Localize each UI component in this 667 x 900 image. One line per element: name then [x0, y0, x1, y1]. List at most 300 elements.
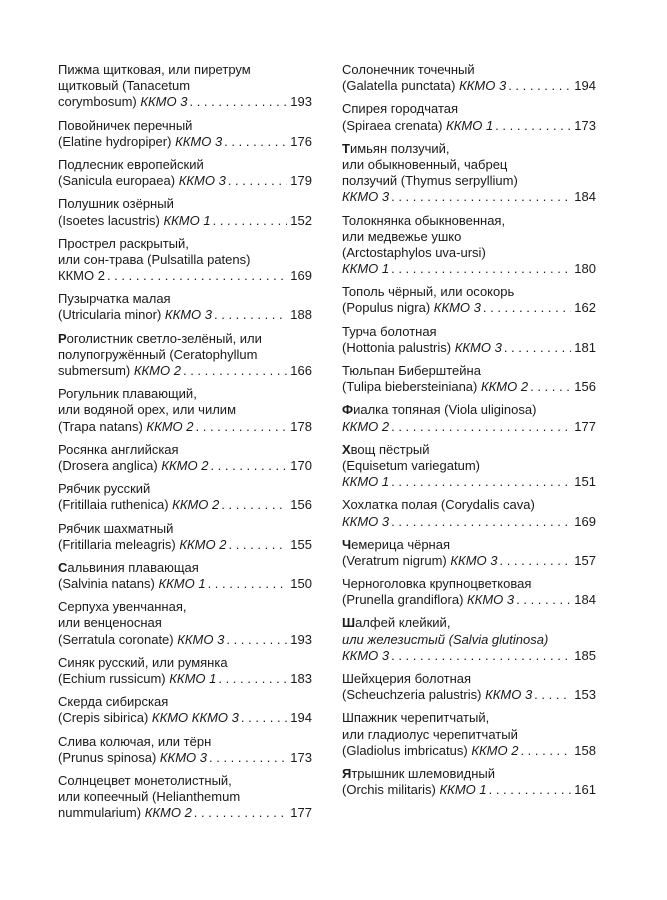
entry-initial-bold: Ш	[342, 615, 356, 631]
entry-line	[58, 252, 312, 268]
entry-initial-bold: Х	[342, 441, 351, 457]
dot-leader	[389, 648, 571, 664]
page-number: 183	[290, 671, 312, 686]
dot-leader	[226, 537, 287, 553]
entry-last-line	[58, 497, 312, 513]
index-entry	[342, 497, 596, 529]
index-entry	[342, 576, 596, 608]
entry-line	[342, 766, 596, 782]
entry-line	[342, 213, 596, 229]
entry-last-line	[342, 189, 596, 205]
entry-text-segment: (Serratula coronate)	[58, 631, 178, 647]
dot-leader	[212, 307, 287, 323]
index-entry	[58, 599, 312, 648]
page-number: 177	[574, 418, 596, 434]
entry-text-segment: Пузырчатка малая	[58, 291, 171, 307]
entry-status-italic: ККМО 2	[471, 742, 519, 758]
page-number: 177	[290, 805, 312, 821]
index-entry	[342, 213, 596, 278]
page-number: 173	[574, 117, 596, 133]
entry-text	[342, 687, 532, 703]
entry-last-line	[342, 553, 596, 569]
page-number: 162	[574, 300, 596, 316]
entry-line	[342, 727, 596, 743]
dot-leader	[389, 474, 571, 490]
entry-text-segment: ползучий (Thymus serpyllium)	[342, 173, 518, 189]
entry-text-segment: (Isoetes lacustris)	[58, 212, 164, 228]
entry-last-line	[58, 458, 312, 474]
index-entry	[342, 141, 596, 206]
entry-text-segment: или водяной орех, или чилим	[58, 402, 237, 418]
dot-leader	[211, 213, 288, 229]
entry-text	[58, 213, 211, 229]
dot-leader	[493, 118, 571, 134]
entry-text	[342, 379, 528, 395]
entry-text-segment: (Fritillaria meleagris)	[58, 536, 180, 552]
page-number: 158	[574, 742, 596, 758]
entry-line	[58, 773, 312, 789]
dot-leader	[389, 189, 571, 205]
index-entry	[58, 62, 312, 111]
entry-text-segment: (Echium russicum)	[58, 671, 170, 686]
entry-line	[58, 236, 312, 252]
page-number: 155	[290, 536, 312, 552]
entry-text-segment: (Orchis militaris)	[342, 782, 440, 798]
entry-text	[58, 632, 224, 648]
entry-last-line	[58, 576, 312, 592]
page-number: 184	[574, 189, 596, 205]
page-number: 178	[290, 418, 312, 434]
dot-leader	[497, 553, 571, 569]
dot-leader	[216, 671, 287, 687]
entry-text-segment: или обыкновенный, чабрец	[342, 156, 508, 172]
entry-text	[58, 94, 187, 110]
page-number: 153	[574, 687, 596, 703]
entry-line	[342, 442, 596, 458]
entry-initial-bold: Р	[58, 330, 67, 346]
entry-line	[58, 157, 312, 173]
page-number: 194	[574, 78, 596, 94]
entry-line	[342, 229, 596, 245]
index-entry	[58, 236, 312, 285]
entry-text-segment: Черноголовка крупноцветковая	[342, 576, 532, 592]
dot-leader	[506, 78, 571, 94]
entry-text-segment: (Galatella punctata)	[342, 78, 460, 94]
page-number: 193	[290, 94, 312, 110]
entry-text-segment: Росянка английская	[58, 441, 179, 457]
entry-last-line	[342, 419, 596, 435]
entry-line	[342, 458, 596, 474]
dot-leader	[208, 458, 287, 474]
index-entry	[58, 560, 312, 592]
page-number: 179	[290, 173, 312, 189]
entry-status-italic: ККМО 3	[450, 552, 498, 568]
entry-last-line	[342, 261, 596, 277]
entry-status-italic: ККМО 1	[158, 576, 206, 592]
entry-text-segment: (Fritillaia ruthenica)	[58, 497, 173, 513]
entry-text	[58, 134, 222, 150]
entry-text	[342, 782, 487, 798]
entry-text	[342, 743, 518, 759]
index-entry	[58, 655, 312, 687]
entry-line	[342, 245, 596, 261]
entry-text-segment: полупогружённый (Ceratophyllum	[58, 346, 258, 362]
entry-text-segment: Рябчик шахматный	[58, 520, 174, 536]
entry-status-italic: ККМО 3	[342, 647, 390, 663]
page-number: 176	[290, 133, 312, 149]
entry-text-segment: (Salvinia natans)	[58, 576, 159, 592]
entry-text-segment: или медвежье ушко	[342, 228, 462, 244]
entry-text-segment: или венценосная	[58, 615, 162, 631]
entry-text-segment: (Populus nigra)	[342, 300, 434, 316]
page-number: 161	[574, 782, 596, 798]
entry-last-line	[58, 307, 312, 323]
entry-status-italic: ККМО 3	[485, 687, 533, 703]
page-number: 193	[290, 631, 312, 647]
entry-last-line	[58, 94, 312, 110]
entry-line	[342, 537, 596, 553]
entry-last-line	[342, 592, 596, 608]
index-column-left	[58, 62, 312, 829]
entry-text-segment: иалка топяная (Viola uliginosa)	[353, 402, 537, 418]
entry-line	[342, 62, 596, 78]
entry-text-segment: Рогульник плавающий,	[58, 386, 197, 402]
entry-last-line	[342, 782, 596, 798]
entry-last-line	[58, 173, 312, 189]
entry-status-italic: ККМО 2	[480, 379, 529, 395]
entry-status-italic: ККМО 3	[454, 339, 502, 355]
entry-text-segment: оголистник светло-зелёный, или	[66, 330, 262, 346]
entry-text	[342, 474, 389, 490]
entry-last-line	[58, 268, 312, 284]
entry-text-segment: Толокнянка обыкновенная,	[342, 212, 506, 228]
entry-text-segment: Скерда сибирская	[58, 694, 169, 710]
index-entry	[342, 101, 596, 133]
entry-text-segment: submersum)	[58, 363, 134, 378]
entry-text	[58, 750, 207, 766]
index-entry	[342, 324, 596, 356]
entry-status-italic: ККМО 1	[446, 117, 494, 133]
index-entry	[342, 710, 596, 759]
entry-line	[342, 497, 596, 513]
entry-status-italic: ККМО 3	[164, 307, 213, 323]
entry-text-segment: Спирея городчатая	[342, 101, 459, 117]
entry-text-segment: Рябчик русский	[58, 481, 151, 497]
entry-line	[342, 324, 596, 340]
entry-initial-bold: Я	[342, 765, 352, 781]
entry-status-italic: ККМО 3	[467, 592, 515, 608]
entry-text-segment: (Arctostaphylos uva-ursi)	[342, 244, 486, 260]
entry-last-line	[58, 750, 312, 766]
entry-last-line	[58, 671, 312, 687]
page-number: 180	[574, 261, 596, 277]
entry-status-italic: ККМО ККМО 3	[151, 710, 239, 726]
entry-text	[342, 300, 481, 316]
entry-status-italic: ККМО 2	[342, 418, 390, 434]
entry-text-segment: (Spiraea crenata)	[342, 117, 447, 133]
entry-status-italic: ККМО 3	[178, 173, 226, 189]
entry-status-italic: ККМО 2	[144, 805, 192, 821]
dot-leader	[206, 576, 288, 592]
entry-text-segment: Солнцецвет монетолистный,	[58, 772, 232, 788]
entry-text	[58, 363, 181, 379]
entry-text	[342, 78, 506, 94]
entry-line	[58, 291, 312, 307]
dot-leader	[532, 687, 571, 703]
dot-leader	[514, 592, 571, 608]
index-entry	[58, 442, 312, 474]
page-number: 173	[290, 749, 312, 765]
entry-status-italic: ККМО 3	[140, 94, 188, 110]
dot-leader	[226, 173, 287, 189]
dot-leader	[105, 268, 287, 284]
index-entry	[58, 118, 312, 150]
entry-text-segment: (Elatine hydropiper)	[58, 133, 176, 149]
entry-text-segment: (Hottonia palustris)	[342, 339, 455, 355]
entry-text	[342, 419, 389, 435]
entry-last-line	[58, 213, 312, 229]
index-entry	[342, 615, 596, 664]
index-entry	[58, 386, 312, 435]
entry-text-segment: или гладиолус черепитчатый	[342, 726, 518, 742]
entry-status-italic: ККМО 1	[342, 474, 390, 490]
entry-text-segment: Повойничек перечный	[58, 117, 193, 133]
entry-text	[58, 307, 212, 323]
entry-text-segment: Полушник озёрный	[58, 196, 174, 212]
entry-text-segment: трышник шлемовидный	[351, 765, 495, 781]
entry-line	[342, 173, 596, 189]
entry-line	[58, 402, 312, 418]
entry-status-italic: ККМО 2	[133, 363, 181, 378]
dot-leader	[518, 743, 571, 759]
dot-leader	[389, 419, 571, 435]
entry-line	[58, 655, 312, 671]
index-entry	[58, 157, 312, 189]
dot-leader	[487, 782, 572, 798]
entry-text-segment: Подлесник европейский	[58, 156, 204, 172]
entry-line	[58, 386, 312, 402]
page-number: 156	[290, 497, 312, 513]
entry-status-italic: ККМО 3	[459, 78, 507, 94]
entry-text	[58, 805, 192, 821]
entry-status-italic: ККМО 1	[342, 261, 390, 277]
entry-text-segment: ККМО 2	[58, 268, 105, 284]
entry-line	[342, 284, 596, 300]
entry-text-segment: (Scheuchzeria palustris)	[342, 687, 486, 703]
entry-text-segment: щитковый (Tanacetum	[58, 78, 191, 94]
entry-status-italic: ККМО 3	[177, 631, 225, 647]
entry-line	[58, 196, 312, 212]
entry-text-segment: Тополь чёрный, или осокорь	[342, 284, 515, 300]
entry-text-segment: Турча болотная	[342, 323, 437, 339]
index-entry	[342, 62, 596, 94]
dot-leader	[219, 497, 287, 513]
index-entry	[58, 734, 312, 766]
entry-last-line	[58, 805, 312, 821]
entry-text-segment: Тюльпан Биберштейна	[342, 363, 481, 378]
entry-text-segment: вощ пёстрый	[350, 441, 430, 457]
entry-text-segment: (Utricularia minor)	[58, 307, 165, 323]
entry-text-segment: Солонечник точечный	[342, 62, 475, 77]
index-entry	[342, 284, 596, 316]
entry-text	[342, 261, 389, 277]
entry-text-segment: (Gladiolus imbricatus)	[342, 742, 472, 758]
entry-line	[58, 521, 312, 537]
page-number: 156	[574, 379, 596, 395]
entry-last-line	[58, 710, 312, 726]
entry-status-italic: ККМО 2	[172, 497, 220, 513]
index-entry	[342, 671, 596, 703]
dot-leader	[192, 805, 288, 821]
entry-text-segment: nummularium)	[58, 805, 145, 821]
entry-text	[58, 576, 206, 592]
entry-last-line	[342, 514, 596, 530]
entry-status-italic: ККМО 2	[146, 418, 194, 434]
entry-line	[342, 615, 596, 631]
entry-last-line	[58, 632, 312, 648]
entry-text-segment: емерица чёрная	[351, 536, 450, 552]
entry-last-line	[342, 687, 596, 703]
entry-text	[58, 671, 216, 687]
entry-line	[58, 694, 312, 710]
entry-line	[58, 347, 312, 363]
entry-last-line	[342, 78, 596, 94]
entry-text	[342, 553, 497, 569]
entry-last-line	[342, 379, 596, 395]
index-entry	[58, 694, 312, 726]
entry-line	[58, 442, 312, 458]
entry-line	[58, 331, 312, 347]
entry-initial-bold: Т	[342, 140, 350, 156]
entry-last-line	[342, 118, 596, 134]
entry-last-line	[58, 537, 312, 553]
entry-line	[58, 118, 312, 134]
dot-leader	[224, 632, 287, 648]
entry-text	[342, 592, 514, 608]
entry-last-line	[342, 300, 596, 316]
dot-leader	[389, 261, 571, 277]
entry-line	[342, 101, 596, 117]
entry-text-segment: (Prunus spinosa)	[58, 749, 160, 765]
index-entry	[342, 363, 596, 395]
entry-line	[342, 157, 596, 173]
page-number: 157	[574, 552, 596, 568]
dot-leader	[481, 300, 571, 316]
page-number: 194	[290, 710, 312, 726]
entry-text-segment: (Trapa natans)	[58, 418, 147, 434]
dot-leader	[502, 340, 571, 356]
entry-text	[58, 497, 219, 513]
entry-text-segment: (Veratrum nigrum)	[342, 552, 451, 568]
dot-leader	[194, 419, 288, 435]
entry-text-segment: Пижма щитковая, или пиретрум	[58, 62, 251, 77]
index-entry	[342, 537, 596, 569]
entry-text-segment: Прострел раскрытый,	[58, 235, 189, 251]
entry-text	[342, 189, 389, 205]
entry-text-segment: альвиния плавающая	[67, 559, 199, 575]
entry-status-italic: или железистый (Salvia glutinosa)	[342, 631, 549, 647]
entry-status-italic: ККМО 1	[169, 671, 217, 686]
entry-text-segment: (Drosera anglica)	[58, 457, 162, 473]
entry-line	[342, 141, 596, 157]
index-entry	[342, 442, 596, 491]
entry-line	[58, 560, 312, 576]
index-entry	[58, 196, 312, 228]
entry-initial-bold: Ф	[342, 402, 354, 418]
index-entry	[342, 766, 596, 798]
entry-text-segment: (Prunella grandiflora)	[342, 592, 468, 608]
entry-last-line	[342, 474, 596, 490]
entry-line	[342, 710, 596, 726]
entry-text	[58, 419, 194, 435]
entry-text	[58, 173, 226, 189]
entry-line	[58, 481, 312, 497]
index-entry	[58, 291, 312, 323]
page-number: 152	[290, 212, 312, 228]
entry-text	[342, 340, 502, 356]
page-number: 166	[290, 363, 312, 378]
entry-status-italic: ККМО 2	[161, 457, 209, 473]
entry-text-segment: Синяк русский, или румянка	[58, 654, 228, 670]
entry-text	[58, 268, 105, 284]
entry-status-italic: ККМО 1	[163, 212, 211, 228]
page-number: 188	[290, 307, 312, 323]
entry-last-line	[58, 134, 312, 150]
entry-text	[58, 537, 226, 553]
entry-line	[58, 615, 312, 631]
entry-text-segment: Слива колючая, или тёрн	[58, 733, 212, 749]
entry-status-italic: ККМО 2	[179, 536, 227, 552]
index-entry	[342, 402, 596, 434]
entry-text-segment: corymbosum)	[58, 94, 141, 110]
entry-status-italic: ККМО 3	[433, 300, 481, 316]
index-entry	[58, 773, 312, 822]
entry-line	[342, 671, 596, 687]
dot-leader	[187, 94, 287, 110]
entry-text-segment: (Equisetum variegatum)	[342, 457, 480, 473]
entry-status-italic: ККМО 3	[342, 189, 390, 205]
entry-line	[342, 632, 596, 648]
entry-text-segment: (Crepis sibirica)	[58, 710, 152, 726]
entry-text-segment: (Tulipa biebersteiniana)	[342, 379, 481, 395]
entry-text-segment: или сон-трава (Pulsatilla patens)	[58, 251, 251, 267]
entry-status-italic: ККМО 3	[175, 133, 223, 149]
page-number: 184	[574, 592, 596, 608]
entry-text-segment: (Sanicula europaea)	[58, 173, 179, 189]
dot-leader	[239, 710, 287, 726]
entry-last-line	[58, 419, 312, 435]
dot-leader	[207, 750, 287, 766]
entry-text-segment: алфей клейкий,	[355, 615, 451, 631]
entry-text	[342, 648, 389, 664]
entry-text-segment: или копеечный (Helianthemum	[58, 789, 241, 805]
entry-status-italic: ККМО 1	[439, 782, 487, 798]
entry-line	[58, 734, 312, 750]
entry-text	[342, 118, 493, 134]
entry-status-italic: ККМО 3	[159, 749, 207, 765]
page-number: 169	[290, 268, 312, 284]
entry-line	[58, 789, 312, 805]
index-entry	[58, 521, 312, 553]
entry-line	[58, 599, 312, 615]
entry-line	[58, 78, 312, 94]
dot-leader	[389, 514, 571, 530]
entry-initial-bold: Ч	[342, 536, 352, 552]
entry-line	[342, 402, 596, 418]
index-column-right	[342, 62, 596, 805]
page-number: 169	[574, 513, 596, 529]
entry-last-line	[58, 363, 312, 379]
